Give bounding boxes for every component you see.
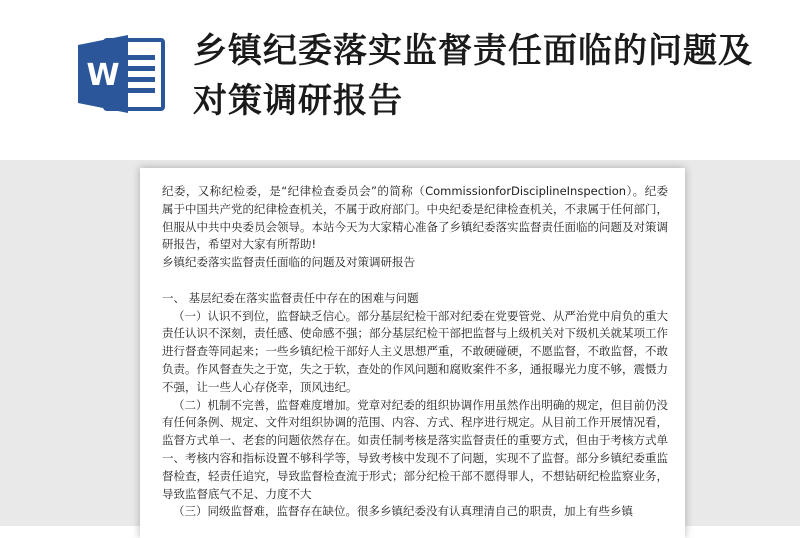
blank-line [162,272,668,290]
page-header [0,0,800,160]
body-paragraph-2: （二）机制不完善，监督难度增加。党章对纪委的组织协调作用虽然作出明确的规定，但目前仍没有任何条例、规定、文件对组织协调的范围、内容、方式、程序进行规定。从目前工作开展情况看，监督方式单一、老套的问题依然存在。如责任制考核是落实监督责任的重要方式，但由于考核方式单一、考核内容和指标设置不够科学等，导致考核中发现不了问题，实现不了监督。部分乡镇纪委重监督检查，轻责任追究，导致监督检查流于形式；部分纪检干部不愿得罪人，不想钻研纪检监察业务，导致监督底气不足、力度不大 [162,397,668,501]
word-icon-letter: W [86,58,120,93]
section-heading: 一、 基层纪委在落实监督责任中存在的困难与问题 [162,290,419,305]
word-document-icon [78,33,170,115]
body-paragraph-1: （一）认识不到位，监督缺乏信心。部分基层纪检干部对纪委在党要管党、从严治党中肩负的重大责任认识不深刻，责任感、使命感不强；部分基层纪检干部把监督与上级机关对下级机关就某项工作进行督查等同起来；一些乡镇纪检干部好人主义思想严重，不敢硬碰硬，不愿监督，不敢监督，不敢负责。作风督查失之于宽，失之于软，查处的作风问题和腐败案件不多，通报曝光力度不够，震慑力不强，让一些人心存侥幸，顶风违纪。 [162,308,668,394]
intro-paragraph: 纪委，又称纪检委，是“纪律检查委员会”的简称（CommissionforDisciplineInspection）。纪委属于中国共产党的纪律检查机关，不属于政府部门。中央纪委是纪律检查机关，不隶属于任何部门，但服从中共中央委员会领导。本站今天为大家精心准备了乡镇纪委落实监督责任面临的问题及对策调研报告，希望对大家有所帮助! [162,184,668,252]
subtitle-line: 乡镇纪委落实监督责任面临的问题及对策调研报告 [162,255,415,270]
document-title: 乡镇纪委落实监督责任面临的问题及对策调研报告 [193,31,753,121]
document-body [162,183,668,521]
body-paragraph-3: （三）同级监督难，监督存在缺位。很多乡镇纪委没有认真理清自己的职责，加上有些乡镇 [173,504,633,519]
